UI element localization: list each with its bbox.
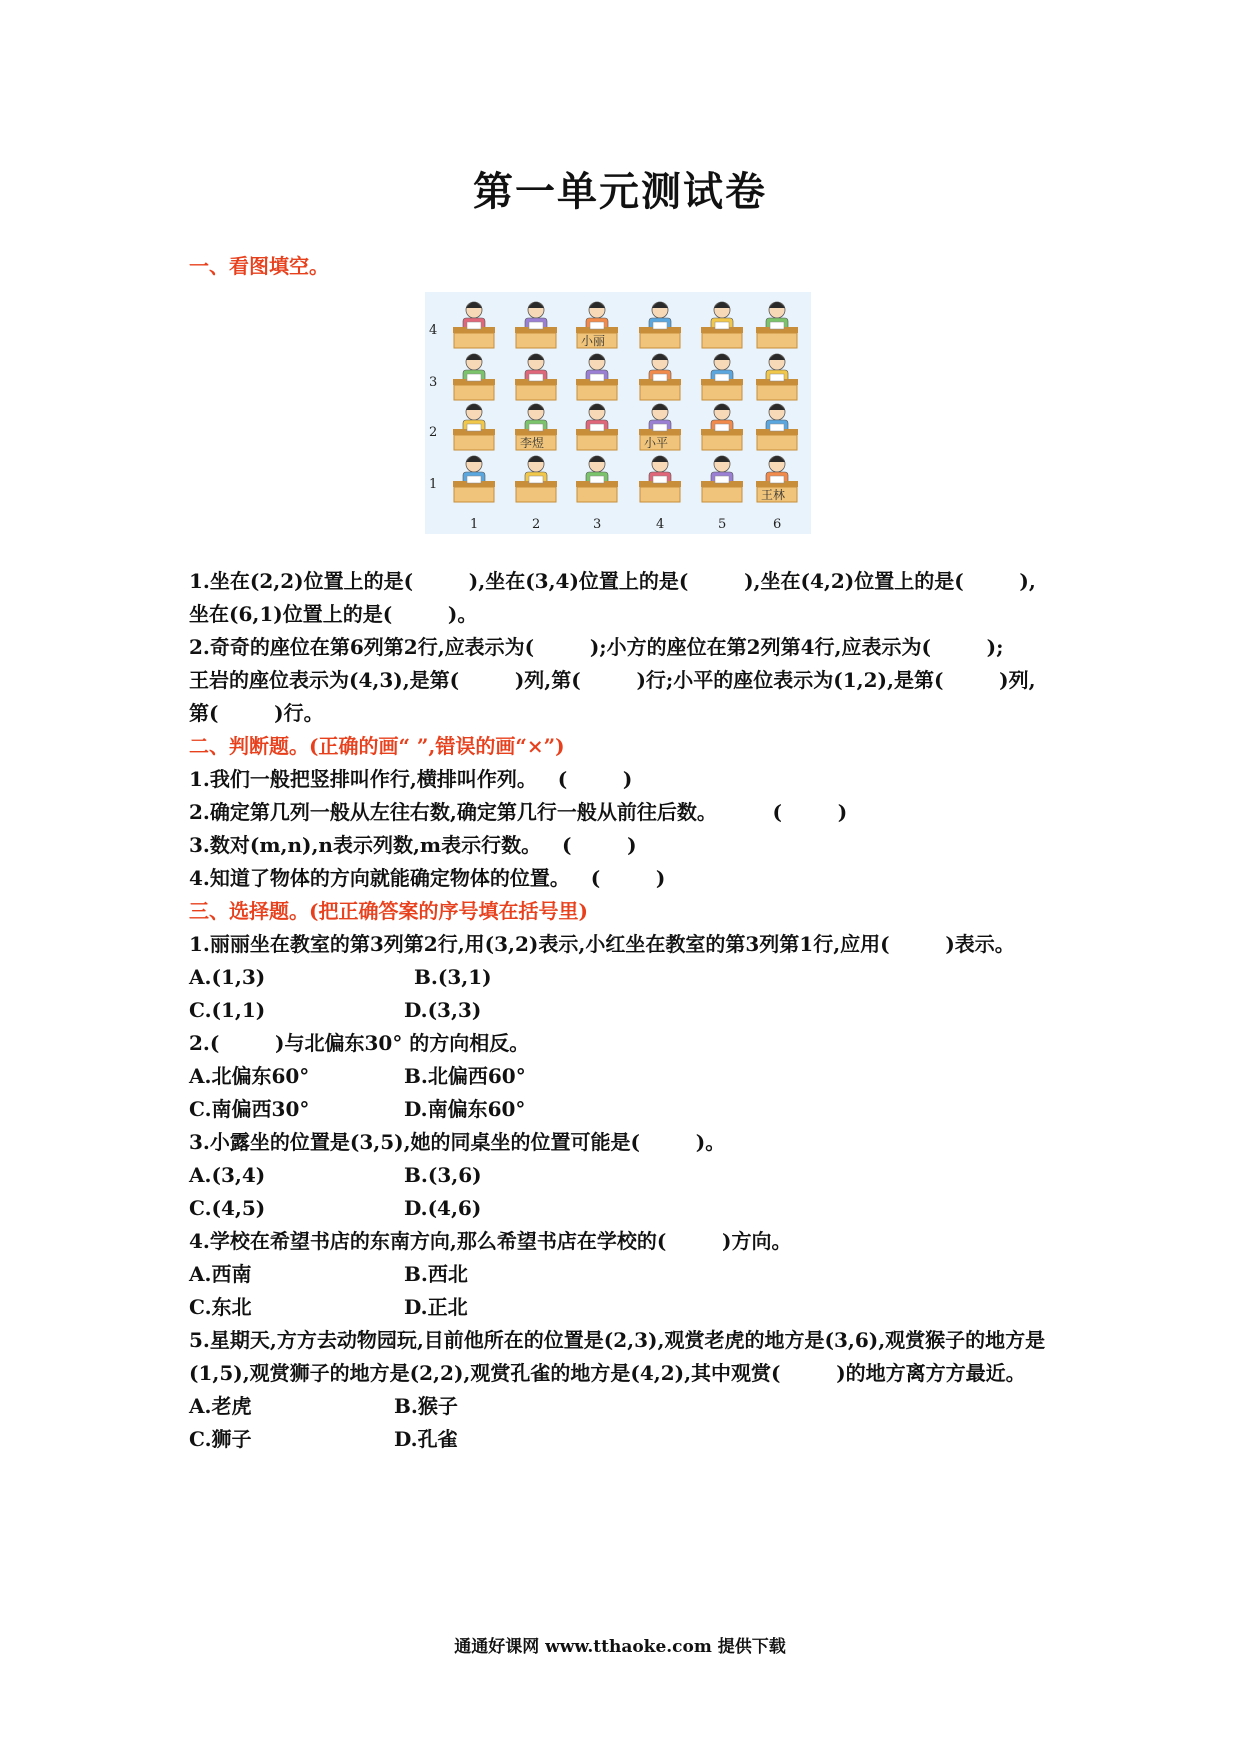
row-label: 3 (429, 375, 438, 390)
s3-q3-option-a: A.(3,4) (189, 1163, 266, 1187)
s3-q2-options-row2 (189, 1093, 1069, 1126)
s1-q2-line1: 2.奇奇的座位在第6列第2行,应表示为( );小方的座位在第2列第4行,应表示为( ); (189, 635, 1004, 659)
s2-item-1: 1.我们一般把竖排叫作行,横排叫作列。 ( ) (189, 767, 633, 791)
s3-q1-option-a: A.(1,3) (189, 965, 266, 989)
footer-credit: 通通好课网 www.tthaoke.com 提供下载 (454, 1637, 786, 1657)
s3-q1-option-c: C.(1,1) (189, 998, 266, 1022)
s3-q3-options-row2 (189, 1192, 1069, 1225)
column-label: 2 (532, 517, 541, 532)
s3-q2-option-b: B.北偏西60° (404, 1064, 526, 1088)
s3-q2-option-c: C.南偏西30° (189, 1097, 310, 1121)
s1-q1-line1: 1.坐在(2,2)位置上的是( ),坐在(3,4)位置上的是( ),坐在(4,2)位置上的是( ), (189, 569, 1036, 593)
column-label: 5 (718, 517, 727, 532)
s3-q2-option-d: D.南偏东60° (404, 1097, 526, 1121)
s3-q5-option-c: C.狮子 (189, 1427, 252, 1451)
s3-q4-option-b: B.西北 (404, 1262, 468, 1286)
s2-item-2: 2.确定第几列一般从左往右数,确定第几行一般从前往后数。 ( ) (189, 800, 848, 824)
column-label: 4 (656, 517, 665, 532)
s3-q4-option-a: A.西南 (189, 1262, 252, 1286)
student-name-tag: 王林 (761, 488, 786, 502)
student-name-tag: 小丽 (581, 334, 606, 348)
classroom-seating-figure (425, 292, 811, 534)
column-label: 6 (773, 517, 782, 532)
s3-q3-option-c: C.(4,5) (189, 1196, 266, 1220)
section-2-heading: 二、判断题。(正确的画“ ”,错误的画“×”) (189, 734, 565, 758)
column-label: 1 (470, 517, 479, 532)
s3-q2-option-a: A.北偏东60° (189, 1064, 310, 1088)
page-title: 第一单元测试卷 (473, 168, 767, 215)
s3-q1-stem: 1.丽丽坐在教室的第3列第2行,用(3,2)表示,小红坐在教室的第3列第1行,应用( )表示。 (189, 932, 1015, 956)
s3-q2-options-row1 (189, 1060, 1069, 1093)
s3-q5-option-b: B.猴子 (394, 1394, 458, 1418)
student-name-tag: 李煜 (520, 436, 545, 450)
s3-q5-options-row2 (189, 1423, 1069, 1456)
s1-q2-line3: 第( )行。 (189, 701, 324, 725)
student-name-tag: 小平 (644, 436, 669, 450)
s1-q1-line2: 坐在(6,1)位置上的是( )。 (189, 602, 478, 626)
s3-q3-options-row1 (189, 1159, 1069, 1192)
s3-q4-options-row1 (189, 1258, 1069, 1291)
row-label: 1 (429, 477, 438, 492)
s2-item-3: 3.数对(m,n),n表示列数,m表示行数。 ( ) (189, 833, 637, 857)
s3-q3-option-d: D.(4,6) (404, 1196, 482, 1220)
section-1-heading: 一、看图填空。 (189, 254, 329, 278)
s3-q1-option-d: D.(3,3) (404, 998, 482, 1022)
s3-q4-option-d: D.正北 (404, 1295, 468, 1319)
seating-figure-container (189, 283, 1069, 565)
s3-q1-options-row2 (189, 994, 1069, 1027)
row-label: 2 (429, 425, 438, 440)
s3-q1-option-b: B.(3,1) (414, 965, 492, 989)
s3-q4-options-row2 (189, 1291, 1069, 1324)
s3-q5-option-d: D.孔雀 (394, 1427, 458, 1451)
column-label: 3 (593, 517, 602, 532)
section-3-heading: 三、选择题。(把正确答案的序号填在括号里) (189, 899, 588, 923)
s3-q4-option-c: C.东北 (189, 1295, 252, 1319)
s3-q3-option-b: B.(3,6) (404, 1163, 482, 1187)
s1-q2-line2: 王岩的座位表示为(4,3),是第( )列,第( )行;小平的座位表示为(1,2),是第( )列, (189, 668, 1036, 692)
s3-q3-stem: 3.小露坐的位置是(3,5),她的同桌坐的位置可能是( )。 (189, 1130, 726, 1154)
s3-q4-stem: 4.学校在希望书店的东南方向,那么希望书店在学校的( )方向。 (189, 1229, 792, 1253)
s3-q5-options-row1 (189, 1390, 1069, 1423)
s3-q1-options-row1 (189, 961, 1069, 994)
s3-q5-stem: 5.星期天,方方去动物园玩,目前他所在的位置是(2,3),观赏老虎的地方是(3,6),观赏猴子的地方是(1,5),观赏狮子的地方是(2,2),观赏孔雀的地方是(4,2),其中观赏( )的地方离方方最近。 (189, 1328, 1046, 1385)
s3-q5-option-a: A.老虎 (189, 1394, 252, 1418)
s3-q2-stem: 2.( )与北偏东30° 的方向相反。 (189, 1031, 530, 1055)
row-label: 4 (429, 323, 438, 338)
s2-item-4: 4.知道了物体的方向就能确定物体的位置。 ( ) (189, 866, 666, 890)
worksheet-content (189, 250, 1069, 1456)
